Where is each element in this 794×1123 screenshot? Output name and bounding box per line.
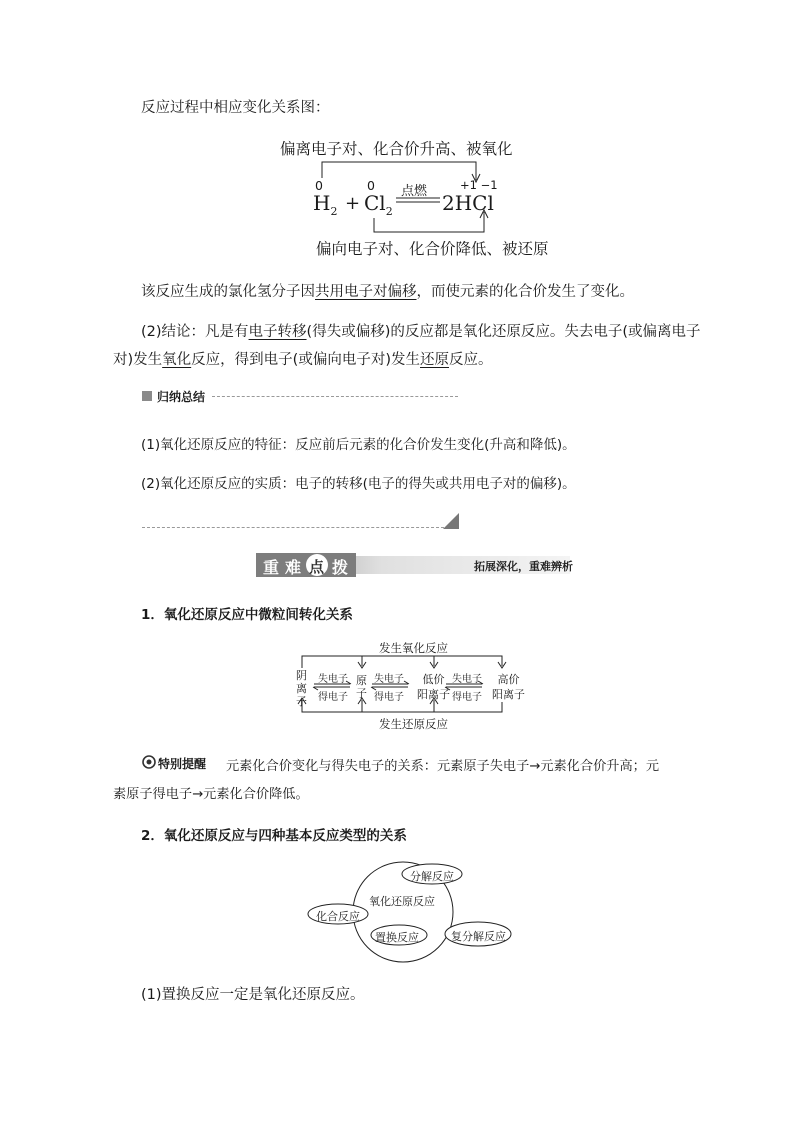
node-atom: 原 子	[356, 674, 367, 700]
banner-char-4: 拨	[332, 558, 349, 577]
combination-label: 化合反应	[316, 910, 360, 923]
cl2-formula: $Cl_2$	[364, 191, 393, 218]
summary-marker	[142, 391, 152, 401]
reduction-arrow-label: 发生还原反应	[379, 717, 448, 731]
lose-label-1: 失电子	[318, 674, 348, 685]
conclusion-line-2: 对)发生氧化反应，得到电子(或偏向电子对)发生还原反应。	[113, 352, 493, 368]
h2-formula: $H_2$	[313, 191, 338, 218]
section-1-title: 1．氧化还原反应中微粒间转化关系	[141, 607, 353, 623]
section-2-title: 2．氧化还原反应与四种基本反应类型的关系	[141, 828, 407, 844]
summary-item-2: (2)氧化还原反应的实质：电子的转移(电子的得失或共用电子对的偏移)。	[141, 476, 576, 492]
node-anion: 阴 离 子	[296, 669, 307, 708]
banner-char-3: 点	[309, 558, 325, 576]
product-oxidation-states: +1 −1	[460, 178, 498, 192]
node-high-cation: 高价 阳离子	[492, 673, 525, 701]
tip-line-2: 素原子得电子→元素化合价降低。	[113, 787, 309, 802]
gain-label-2: 得电子	[374, 692, 404, 703]
summary-bottom-rule	[142, 527, 444, 528]
banner-char-2: 难	[285, 558, 302, 577]
intro-text: 反应过程中相应变化关系图：	[141, 100, 330, 116]
lose-label-2: 失电子	[374, 674, 404, 685]
gain-label-3: 得电子	[452, 692, 482, 703]
oxidation-arrow-label: 发生氧化反应	[379, 641, 448, 655]
double-decomposition-label: 复分解反应	[451, 930, 506, 943]
reduction-label: 偏向电子对、化合价降低、被还原	[316, 240, 549, 258]
paragraph-1: 该反应生成的氯化氢分子因共用电子对偏移，而使元素的化合价发生了变化。	[141, 284, 634, 300]
displacement-label: 置换反应	[375, 931, 419, 944]
reaction-condition: 点燃	[401, 184, 428, 199]
product-formula: 2HCl	[442, 191, 494, 215]
summary-title: 归纳总结	[157, 390, 206, 404]
tip-label: 特别提醒	[158, 757, 207, 771]
conclusion-line-1: (2)结论：凡是有电子转移(得失或偏移)的反应都是氧化还原反应。失去电子(或偏离电子	[141, 324, 701, 340]
tip-line-1: 元素化合价变化与得失电子的关系：元素原子失电子→元素化合价升高；元	[226, 759, 660, 774]
redox-label: 氧化还原反应	[369, 895, 435, 908]
summary-top-rule	[212, 396, 458, 397]
lose-label-3: 失电子	[452, 674, 482, 685]
node-low-cation: 低价 阳离子	[417, 673, 450, 701]
gain-label-1: 得电子	[318, 692, 348, 703]
tip-icon	[142, 755, 156, 769]
banner-char-1: 重	[263, 558, 280, 577]
oxidation-label: 偏离电子对、化合价升高、被氧化	[280, 140, 513, 158]
banner-subtitle: 拓展深化，重难辨析	[474, 560, 573, 573]
corner-mark	[443, 513, 459, 529]
closing-statement: (1)置换反应一定是氧化还原反应。	[141, 987, 365, 1003]
plus-sign: +	[345, 193, 361, 214]
summary-item-1: (1)氧化还原反应的特征：反应前后元素的化合价发生变化(升高和降低)。	[141, 437, 576, 453]
decomposition-label: 分解反应	[410, 870, 454, 883]
cl2-oxidation-state: 0	[367, 178, 375, 193]
h2-oxidation-state: 0	[315, 178, 323, 193]
